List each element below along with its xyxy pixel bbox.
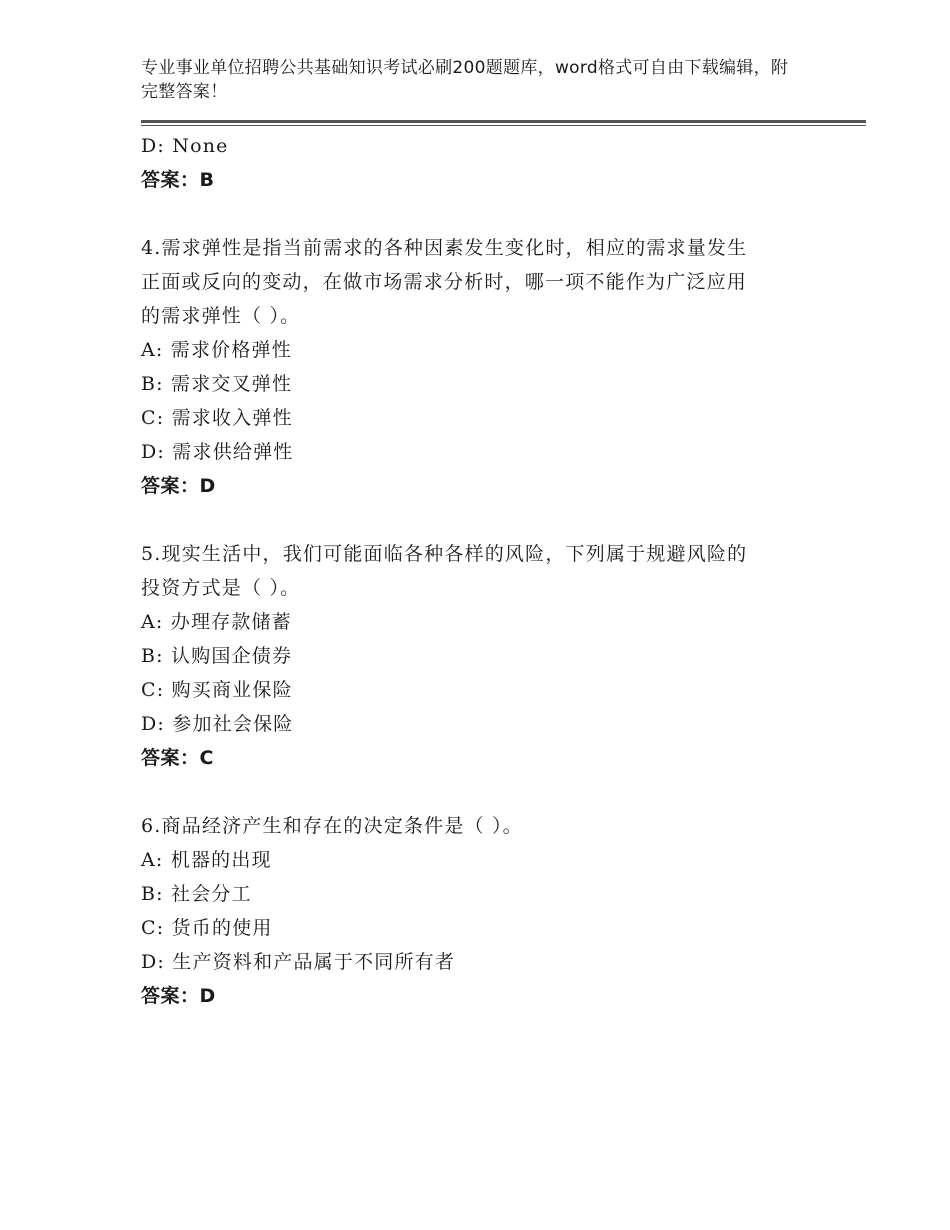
answer: 答案：C (141, 747, 214, 769)
header-divider-thin (141, 125, 866, 126)
question-4 (141, 231, 841, 503)
prev-option-d: D: None (141, 135, 229, 157)
header-divider-thick (141, 120, 866, 123)
question-5 (141, 537, 841, 775)
option-d: D: 参加社会保险 (141, 713, 294, 735)
question-stem-line: 4.需求弹性是指当前需求的各种因素发生变化时，相应的需求量发生 (141, 237, 748, 259)
option-a: A: 需求价格弹性 (141, 339, 292, 361)
question-stem-line: 的需求弹性（ ）。 (141, 305, 301, 327)
answer: 答案：D (141, 985, 216, 1007)
option-a: A: 机器的出现 (141, 849, 272, 871)
question-6 (141, 809, 841, 1013)
question-stem-line: 6.商品经济产生和存在的决定条件是（ ）。 (141, 815, 523, 837)
option-a: A: 办理存款储蓄 (141, 611, 292, 633)
question-stem-line: 正面或反向的变动，在做市场需求分析时，哪一项不能作为广泛应用 (141, 271, 748, 293)
option-b: B: 需求交叉弹性 (141, 373, 293, 395)
option-c: C: 需求收入弹性 (141, 407, 293, 429)
option-d: D: 需求供给弹性 (141, 441, 294, 463)
answer: 答案：D (141, 475, 216, 497)
option-c: C: 购买商业保险 (141, 679, 293, 701)
prev-answer: 答案：B (141, 169, 215, 191)
option-b: B: 社会分工 (141, 883, 252, 905)
question-list (141, 129, 841, 1013)
question-stem-line: 投资方式是（ ）。 (141, 577, 301, 599)
question-stem-line: 5.现实生活中，我们可能面临各种各样的风险，下列属于规避风险的 (141, 543, 748, 565)
option-b: B: 认购国企债券 (141, 645, 293, 667)
option-c: C: 货币的使用 (141, 917, 273, 939)
option-d: D: 生产资料和产品属于不同所有者 (141, 951, 456, 973)
document-header: 专业事业单位招聘公共基础知识考试必刷200题题库，word格式可自由下载编辑，附完整答案！ (141, 58, 789, 102)
